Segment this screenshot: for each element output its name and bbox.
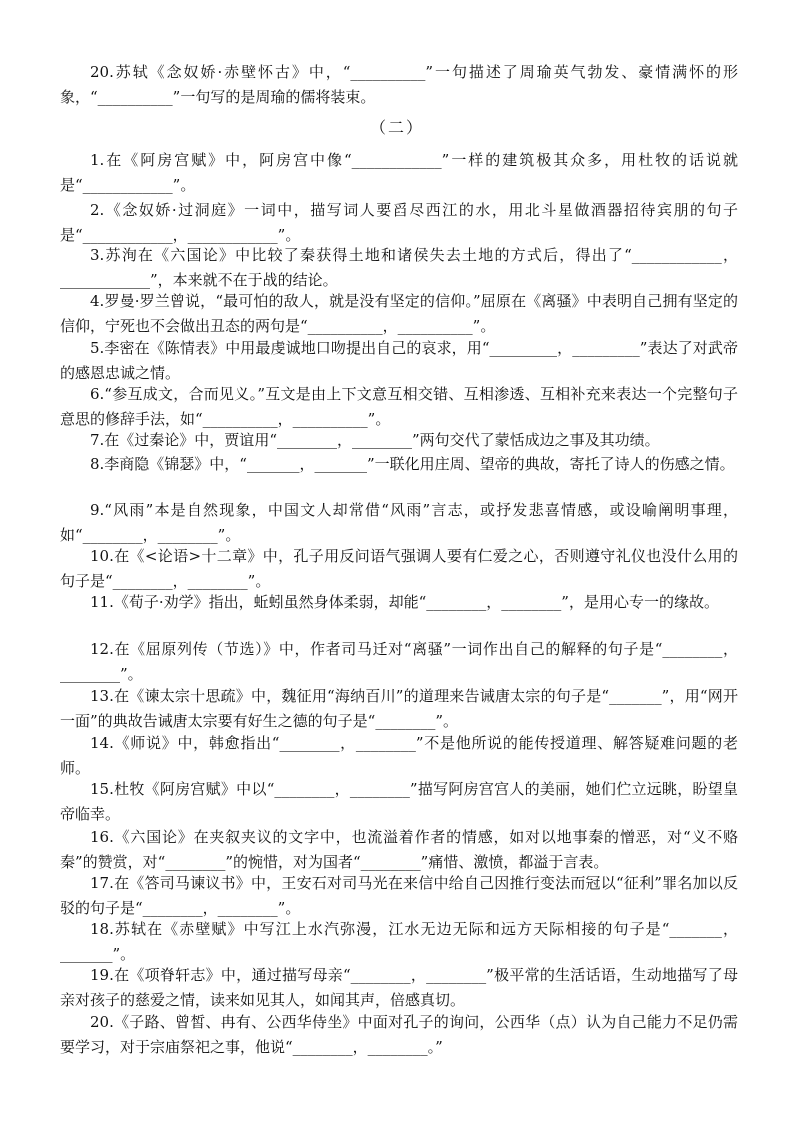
section-title: （二） (369, 118, 424, 137)
question-8: 8.李商隐《锦瑟》中，“_______，_______”一联化用庄周、望帝的典故，寄托了诗人的伤感之情。 (90, 455, 735, 473)
question-16: 16.《六国论》在夹叙夹议的文字中，也流溢着作者的情感，如对以地事秦的憎恶，对“义不赂秦”的赞赏，对“________”的惋惜，对为国者“________”痛惜、激愤，都溢于言表。 (60, 828, 738, 871)
question-20: 20.《子路、曾皙、冉有、公西华侍坐》中面对孔子的询问，公西华（点）认为自己能力不足仍需要学习，对于宗庙祭祀之事，他说“________，________。” (60, 1013, 738, 1056)
question-4: 4.罗曼·罗兰曾说，“最可怕的敌人，就是没有坚定的信仰。”屈原在《离骚》中表明自己拥有坚定的信仰，宁死也不会做出丑态的两句是“__________，__________”。 (60, 292, 738, 335)
question-2: 2.《念奴娇·过洞庭》一词中，描写词人要舀尽西江的水，用北斗星做酒器招待宾朋的句子是“____________，____________”。 (60, 201, 738, 244)
question-15: 15.杜牧《阿房宫赋》中以“________，________”描写阿房宫宫人的美丽，她们伫立远眺，盼望皇帝临幸。 (60, 780, 738, 823)
question-13: 13.在《谏太宗十思疏》中，魏征用“海纳百川”的道理来告诫唐太宗的句子是“_______”，用“网开一面”的典故告诫唐太宗要有好生之德的句子是“________”。 (60, 687, 738, 730)
question-12: 12.在《屈原列传（节选）》中，作者司马迁对“离骚”一词作出自己的解释的句子是“________，________”。 (60, 640, 738, 683)
question-1: 1.在《阿房宫赋》中，阿房宫中像“____________”一样的建筑极其众多，用杜牧的话说就是“____________”。 (60, 151, 738, 194)
question-18: 18.苏轼在《赤壁赋》中写江上水汽弥漫，江水无边无际和远方天际相接的句子是“_______，_______”。 (60, 920, 738, 963)
question-9: 9.“风雨”本是自然现象，中国文人却常借“风雨”言志，或抒发悲喜情感，或设喻阐明事理，如“________，________”。 (60, 501, 738, 544)
question-5: 5.李密在《陈情表》中用最虔诚地口吻提出自己的哀求，用“_________，_________”表达了对武帝的感恩忠诚之情。 (60, 339, 738, 382)
question-7: 7.在《过秦论》中，贾谊用“________，________”两句交代了蒙恬成边之事及其功绩。 (90, 431, 660, 449)
question-10: 10.在《<论语>十二章》中，孔子用反问语气强调人要有仁爱之心，否则遵守礼仪也没什么用的句子是“________，________”。 (60, 547, 738, 590)
question-19: 19.在《项脊轩志》中，通过描写母亲“________，________”极平常的生活话语，生动地描写了母亲对孩子的慈爱之情，读来如见其人，如闻其声，倍感真切。 (60, 966, 738, 1009)
question-11: 11.《荀子·劝学》指出，蚯蚓虽然身体柔弱，却能“________，________”，是用心专一的缘故。 (90, 593, 719, 611)
question-3: 3.苏洵在《六国论》中比较了秦获得土地和诸侯失去土地的方式后，得出了“____________，____________”，本来就不在于战的结论。 (60, 246, 738, 289)
question-17: 17.在《答司马谏议书》中，王安石对司马光在来信中给自己因推行变法而冠以“征利”罪名加以反驳的句子是“________，________”。 (60, 874, 738, 917)
question-14: 14.《师说》中，韩愈指出“________，________”不是他所说的能传授道理、解答疑难问题的老师。 (60, 734, 738, 777)
top-question-20: 20.苏轼《念奴娇·赤壁怀古》中，“__________”一句描述了周瑜英气勃发、豪情满怀的形象，“__________”一句写的是周瑜的儒将装束。 (60, 63, 738, 106)
question-6: 6.“参互成文，合而见义。”互文是由上下文意互相交错、互相渗透、互相补充来表达一个完整句子意思的修辞手法，如“__________，__________”。 (60, 385, 738, 428)
